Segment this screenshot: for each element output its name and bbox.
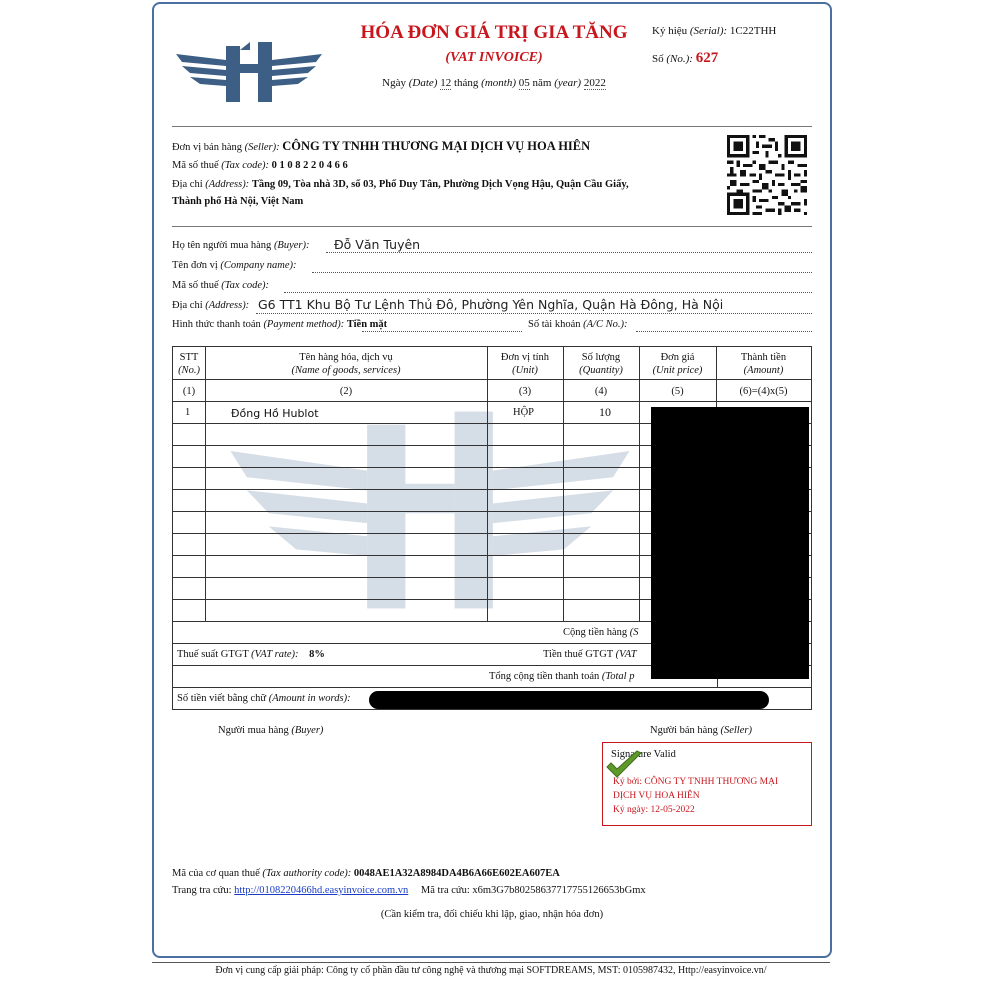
divider (172, 226, 812, 227)
watermark-logo (225, 405, 635, 615)
buyer-company-label: Tên đơn vị (Company name): (172, 260, 297, 271)
vat-amount-label: Tiền thuế GTGT (VAT (543, 649, 637, 660)
buyer-name: Đỗ Văn Tuyên (334, 237, 421, 252)
col-number: (1) (182, 386, 196, 397)
seller-tax-code: 0 1 0 8 2 2 0 4 6 6 (271, 160, 348, 171)
header-quantity: Số lượng (Quantity) (579, 352, 623, 376)
digital-signature-box (602, 742, 812, 826)
date-year: 2022 (583, 77, 606, 89)
seller-tax-row: Mã số thuế (Tax code): 0 1 0 8 2 2 0 4 6 6 (172, 160, 348, 171)
tax-authority-row: Mã của cơ quan thuế (Tax authority code): 0048AE1A32A8984DA4B6A66E602EA607EA (172, 868, 560, 879)
header-no: STT (No.) (178, 352, 200, 376)
subtotal-label: Cộng tiền hàng (S (563, 627, 639, 638)
payment-row: Hình thức thanh toán (Payment method): Tiền mặt (172, 319, 388, 330)
buyer-signature-label: Người mua hàng (Buyer) (218, 725, 324, 736)
col-number: (5) (671, 386, 684, 397)
winged-h-logo (174, 40, 324, 104)
invoice-date: Ngày (Date) 12 tháng (month) 05 năm (year) 2022 (382, 77, 606, 89)
buyer-company-line (312, 272, 812, 273)
signed-by-line2: DỊCH VỤ HOA HIÊN (613, 791, 700, 801)
invoice-title: HÓA ĐƠN GIÁ TRỊ GIA TĂNG (360, 22, 628, 43)
header-unit: Đơn vị tính (Unit) (500, 352, 550, 376)
seller-address-row: Địa chỉ (Address): Tầng 09, Tòa nhà 3D, số 03, Phố Duy Tân, Phường Dịch Vọng Hậu, Quận Cầu Giấy, (172, 179, 629, 190)
dotted-line (326, 252, 812, 253)
seller-address-line2: Thành phố Hà Nội, Việt Nam (172, 196, 304, 207)
row-item-name: Đồng Hồ Hublot (231, 407, 319, 420)
serial-value: 1C22THH (729, 25, 777, 37)
check-note: (Cần kiểm tra, đối chiếu khi lập, giao, nhận hóa đơn) (380, 909, 604, 920)
buyer-address: G6 TT1 Khu Bộ Tư Lệnh Thủ Đô, Phường Yên Nghĩa, Quận Hà Đông, Hà Nội (258, 297, 724, 312)
account-line (636, 331, 812, 332)
row-quantity: 10 (599, 405, 611, 419)
header-amount: Thành tiền (Amount) (740, 352, 787, 376)
redacted-amounts (651, 407, 809, 679)
col-number: (6)=(4)x(5) (739, 386, 788, 397)
seller-name: CÔNG TY TNHH THƯƠNG MẠI DỊCH VỤ HOA HIÊN (282, 139, 591, 153)
qr-code (727, 135, 807, 215)
seller-name-row: Đơn vị bán hàng (Seller): CÔNG TY TNHH THƯƠNG MẠI DỊCH VỤ HOA HIÊN (172, 139, 591, 153)
tax-authority-code: 0048AE1A32A8984DA4B6A66E602EA607EA (353, 868, 560, 879)
footer-provider: Đơn vị cung cấp giải pháp: Công ty cổ phần đầu tư công nghệ và thương mại SOFTDREAMS, MST: 0105987432, Http://easyinvoice.vn/ (215, 965, 767, 976)
signed-date: Ký ngày: 12-05-2022 (613, 805, 695, 815)
vat-rate: 8% (309, 649, 325, 660)
col-number: (2) (339, 386, 353, 397)
buyer-name-label: Họ tên người mua hàng (Buyer): (172, 240, 310, 251)
goods-table (172, 346, 812, 710)
row-divider (173, 687, 811, 688)
signed-by-line1: Ký bởi: CÔNG TY TNHH THƯƠNG MẠI (613, 777, 779, 787)
row-no: 1 (185, 407, 191, 418)
buyer-address-label: Địa chỉ (Address): (172, 300, 250, 311)
amount-in-words-label: Số tiền viết bằng chữ (Amount in words): (177, 693, 351, 704)
divider (172, 126, 812, 127)
payment-method: Tiền mặt (346, 319, 388, 330)
seller-signature-label: Người bán hàng (Seller) (650, 725, 752, 736)
date-day: 12 (440, 77, 452, 89)
dotted-line (256, 313, 812, 314)
lookup-row: Trang tra cứu: http://0108220466hd.easyinvoice.com.vn Mã tra cứu: x6m3G7b80258637717755126653bGmx (172, 885, 646, 896)
invoice-frame (152, 2, 832, 958)
buyer-tax-line (284, 292, 812, 293)
lookup-code: x6m3G7b80258637717755126653bGmx (472, 885, 646, 896)
header-unit-price: Đơn giá (Unit price) (652, 352, 703, 376)
invoice-number: 627 (695, 50, 719, 66)
redacted-amount-in-words (369, 691, 769, 709)
invoice-subtitle: (VAT INVOICE) (445, 50, 543, 65)
serial-line: Ký hiệu (Serial): 1C22THH (652, 25, 777, 37)
number-line: Số (No.): 627 (652, 50, 719, 66)
footer-divider (152, 962, 830, 963)
row-unit: HỘP (513, 407, 535, 418)
seller-address-line1: Tầng 09, Tòa nhà 3D, số 03, Phố Duy Tân, Phường Dịch Vọng Hậu, Quận Cầu Giấy, (251, 179, 629, 190)
date-month: 05 (518, 77, 530, 89)
total-label: Tổng cộng tiền thanh toán (Total p (489, 671, 635, 682)
buyer-tax-label: Mã số thuế (Tax code): (172, 280, 270, 291)
dotted-line (362, 331, 522, 332)
account-row: Số tài khoản (A/C No.): (528, 319, 628, 330)
row-divider (173, 379, 811, 380)
row-divider (173, 401, 811, 402)
signature-valid-text: Signature Valid (611, 749, 676, 760)
lookup-link[interactable]: http://0108220466hd.easyinvoice.com.vn (234, 885, 409, 896)
header-name: Tên hàng hóa, dịch vụ (Name of goods, services) (291, 352, 401, 376)
vat-rate-row: Thuế suất GTGT (VAT rate): 8% (177, 649, 325, 660)
col-number: (3) (518, 386, 532, 397)
col-number: (4) (594, 386, 608, 397)
